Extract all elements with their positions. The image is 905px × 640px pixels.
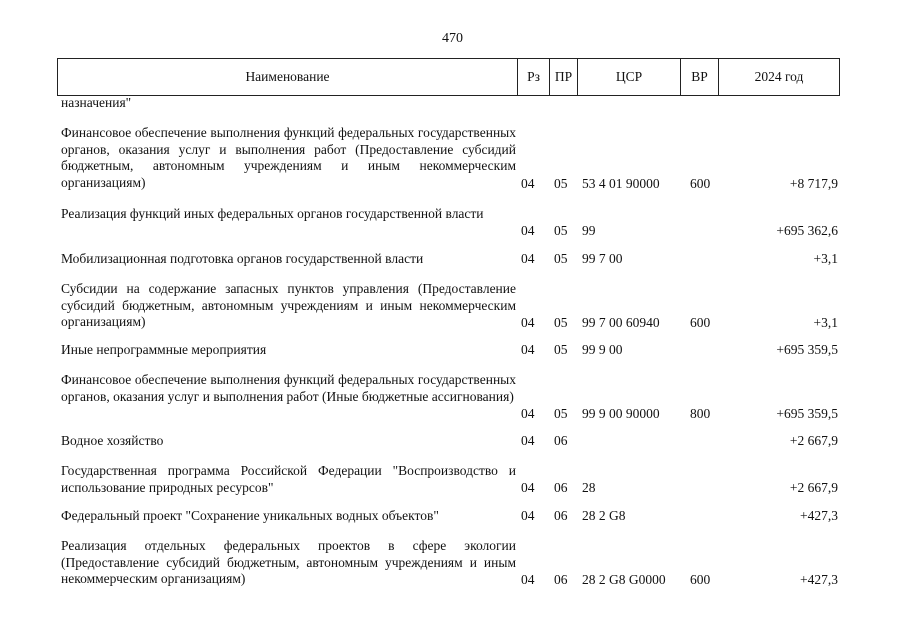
row-csr: 99 7 00 xyxy=(582,251,623,266)
row-csr: 28 xyxy=(582,480,596,495)
row-name: Реализация функций иных федеральных органов государственной власти xyxy=(61,206,484,221)
row-pr: 06 xyxy=(554,572,568,587)
row-name: Реализация отдельных федеральных проектов в сфере экологии (Предоставление субсидий бюджетным, автономным учреждениям и иным некоммерческим организациям) xyxy=(61,538,516,586)
row-pr: 05 xyxy=(554,223,568,238)
row-name: Субсидии на содержание запасных пунктов управления (Предоставление субсидий бюджетным, автономным учреждениям и иным некоммерческим организациям) xyxy=(61,281,516,329)
table-row xyxy=(0,342,905,359)
row-amount: +3,1 xyxy=(813,251,838,266)
continuation-text: назначения" xyxy=(61,95,132,110)
row-name: Иные непрограммные мероприятия xyxy=(61,342,267,357)
row-amount: +427,3 xyxy=(800,508,838,523)
header-pr: ПР xyxy=(550,59,578,96)
row-csr: 28 2 G8 G0000 xyxy=(582,572,666,587)
table-row xyxy=(0,125,905,191)
row-amount: +427,3 xyxy=(800,572,838,587)
row-rz: 04 xyxy=(521,508,535,523)
row-rz: 04 xyxy=(521,315,535,330)
row-pr: 05 xyxy=(554,176,568,191)
table-row xyxy=(0,372,905,422)
row-amount: +695 359,5 xyxy=(776,406,838,421)
header-name: Наименование xyxy=(58,59,518,96)
header-csr: ЦСР xyxy=(578,59,681,96)
row-name: Финансовое обеспечение выполнения функций федеральных государственных органов, оказания услуг и выполнения работ (Иные бюджетные ассигнования) xyxy=(61,372,516,404)
row-amount: +695 359,5 xyxy=(776,342,838,357)
row-pr: 06 xyxy=(554,480,568,495)
row-rz: 04 xyxy=(521,176,535,191)
row-pr: 05 xyxy=(554,315,568,330)
row-vr: 800 xyxy=(690,406,711,421)
row-csr: 53 4 01 90000 xyxy=(582,176,660,191)
row-pr: 06 xyxy=(554,508,568,523)
row-csr: 99 xyxy=(582,223,596,238)
row-name: Государственная программа Российской Федерации "Воспроизводство и использование природных ресурсов" xyxy=(61,463,516,495)
row-csr: 99 9 00 xyxy=(582,342,623,357)
row-rz: 04 xyxy=(521,480,535,495)
row-amount: +695 362,6 xyxy=(776,223,838,238)
row-amount: +3,1 xyxy=(813,315,838,330)
row-name: Мобилизационная подготовка органов государственной власти xyxy=(61,251,424,266)
table-row xyxy=(0,281,905,331)
table-row xyxy=(0,463,905,496)
header-rz: Рз xyxy=(518,59,550,96)
row-pr: 05 xyxy=(554,342,568,357)
row-rz: 04 xyxy=(521,223,535,238)
row-rz: 04 xyxy=(521,572,535,587)
row-name: Финансовое обеспечение выполнения функций федеральных государственных органов, оказания услуг и выполнения работ (Предоставление субсидий бюджетным, автономным учреждениям и иным некоммерческим организациям) xyxy=(61,125,516,190)
header-vr: ВР xyxy=(681,59,719,96)
table-row xyxy=(0,538,905,588)
row-vr: 600 xyxy=(690,176,711,191)
row-pr: 06 xyxy=(554,433,568,448)
row-csr: 99 7 00 60940 xyxy=(582,315,660,330)
row-pr: 05 xyxy=(554,406,568,421)
row-amount: +8 717,9 xyxy=(789,176,838,191)
row-vr: 600 xyxy=(690,572,711,587)
row-rz: 04 xyxy=(521,342,535,357)
table-row xyxy=(0,251,905,268)
row-name: Федеральный проект "Сохранение уникальных водных объектов" xyxy=(61,508,439,523)
row-amount: +2 667,9 xyxy=(789,433,838,448)
row-rz: 04 xyxy=(521,433,535,448)
row-rz: 04 xyxy=(521,406,535,421)
page-number: 470 xyxy=(442,31,463,46)
table-header xyxy=(57,58,840,96)
table-row xyxy=(0,433,905,450)
row-rz: 04 xyxy=(521,251,535,266)
header-year: 2024 год xyxy=(719,59,840,96)
table-row xyxy=(0,206,905,239)
table-row xyxy=(0,508,905,525)
row-csr: 99 9 00 90000 xyxy=(582,406,660,421)
row-csr: 28 2 G8 xyxy=(582,508,626,523)
row-amount: +2 667,9 xyxy=(789,480,838,495)
row-pr: 05 xyxy=(554,251,568,266)
row-vr: 600 xyxy=(690,315,711,330)
row-name: Водное хозяйство xyxy=(61,433,164,448)
